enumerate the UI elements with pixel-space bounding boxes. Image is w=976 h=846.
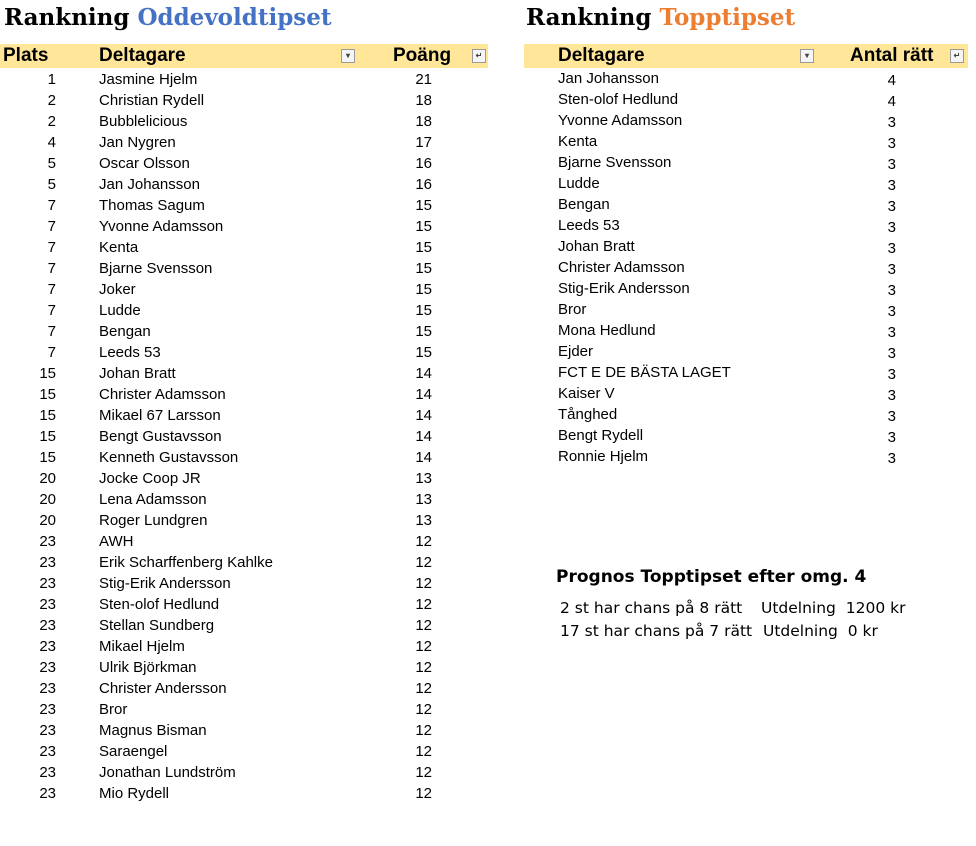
- place-cell: 23: [39, 722, 56, 739]
- sort-descending-icon[interactable]: ↵: [472, 49, 486, 63]
- name-cell: Kenta: [558, 133, 598, 150]
- points-cell: 15: [415, 302, 432, 319]
- name-cell: Bror: [558, 301, 587, 318]
- points-cell: 15: [415, 260, 432, 277]
- points-cell: 13: [415, 491, 432, 508]
- table-row: [0, 342, 488, 363]
- place-cell: 23: [39, 617, 56, 634]
- name-cell: Jocke Coop JR: [99, 470, 201, 487]
- place-cell: 23: [39, 533, 56, 550]
- table-row: [0, 258, 488, 279]
- table-row: [0, 657, 488, 678]
- name-cell: Stellan Sundberg: [99, 617, 215, 634]
- table-row: [0, 426, 488, 447]
- table-row: [524, 320, 968, 341]
- place-cell: 15: [39, 449, 56, 466]
- name-cell: Ejder: [558, 343, 594, 360]
- place-cell: 15: [39, 386, 56, 403]
- name-cell: Jasmine Hjelm: [99, 71, 198, 88]
- place-cell: 23: [39, 554, 56, 571]
- name-cell: Christer Adamsson: [99, 386, 226, 403]
- points-cell: 12: [415, 554, 432, 571]
- table-row: [0, 195, 488, 216]
- table-row: [524, 194, 968, 215]
- place-cell: 5: [47, 176, 56, 193]
- points-cell: 16: [415, 155, 432, 172]
- points-cell: 12: [415, 533, 432, 550]
- table-row: [524, 131, 968, 152]
- name-cell: Roger Lundgren: [99, 512, 208, 529]
- name-cell: Christian Rydell: [99, 92, 205, 109]
- table-row: [0, 279, 488, 300]
- points-cell: 12: [415, 785, 432, 802]
- table-row: [524, 236, 968, 257]
- correct-cell: 3: [887, 156, 896, 173]
- correct-cell: 3: [887, 324, 896, 341]
- name-cell: Sten-olof Hedlund: [99, 596, 220, 613]
- name-cell: Mio Rydell: [99, 785, 170, 802]
- points-cell: 13: [415, 512, 432, 529]
- name-cell: Bjarne Svensson: [558, 154, 672, 171]
- table-row: [0, 90, 488, 111]
- left-title-accent: Oddevoldtipset: [137, 4, 332, 31]
- table-row: [524, 215, 968, 236]
- place-cell: 1: [47, 71, 56, 88]
- table-row: [0, 594, 488, 615]
- place-cell: 15: [39, 365, 56, 382]
- name-cell: Oscar Olsson: [99, 155, 190, 172]
- correct-cell: 4: [887, 93, 896, 110]
- table-row: [524, 110, 968, 131]
- place-cell: 2: [47, 113, 56, 130]
- table-row: [524, 68, 968, 89]
- points-cell: 13: [415, 470, 432, 487]
- name-cell: Bengan: [558, 196, 610, 213]
- prognos-text: 2 st har chans på 8 rätt: [560, 599, 743, 617]
- correct-cell: 3: [887, 240, 896, 257]
- name-cell: Thomas Sagum: [99, 197, 205, 214]
- table-row: [0, 69, 488, 90]
- table-row: [0, 174, 488, 195]
- right-title-prefix: Rankning: [526, 4, 652, 31]
- prognos-line: [560, 622, 752, 640]
- place-cell: 20: [39, 470, 56, 487]
- points-cell: 15: [415, 323, 432, 340]
- points-cell: 21: [415, 71, 432, 88]
- left-title: [4, 4, 332, 31]
- name-cell: Yvonne Adamsson: [558, 112, 683, 129]
- table-row: [0, 489, 488, 510]
- name-cell: Bror: [99, 701, 128, 718]
- points-cell: 12: [415, 596, 432, 613]
- table-row: [0, 300, 488, 321]
- name-cell: Bjarne Svensson: [99, 260, 213, 277]
- right-title-accent: Topptipset: [659, 4, 796, 31]
- table-row: [0, 447, 488, 468]
- prognos-amount: 0 kr: [847, 622, 878, 640]
- place-cell: 20: [39, 512, 56, 529]
- points-cell: 15: [415, 344, 432, 361]
- correct-cell: 3: [887, 177, 896, 194]
- points-cell: 12: [415, 722, 432, 739]
- table-row: [0, 153, 488, 174]
- points-cell: 12: [415, 743, 432, 760]
- filter-dropdown-icon[interactable]: ▾: [341, 49, 355, 63]
- table-row: [0, 468, 488, 489]
- correct-cell: 3: [887, 261, 896, 278]
- name-cell: Mona Hedlund: [558, 322, 656, 339]
- name-cell: Tånghed: [558, 406, 618, 423]
- name-cell: Ronnie Hjelm: [558, 448, 649, 465]
- header-name: Deltagare: [558, 45, 645, 66]
- place-cell: 4: [47, 134, 56, 151]
- points-cell: 12: [415, 680, 432, 697]
- name-cell: Magnus Bisman: [99, 722, 207, 739]
- name-cell: Kenta: [99, 239, 139, 256]
- table-row: [524, 299, 968, 320]
- table-row: [0, 741, 488, 762]
- table-row: [0, 510, 488, 531]
- prognos-text: 17 st har chans på 7 rätt: [560, 622, 753, 640]
- place-cell: 7: [47, 302, 56, 319]
- prognos-label: [763, 622, 878, 640]
- points-cell: 18: [415, 113, 432, 130]
- table-row: [0, 384, 488, 405]
- table-row: [0, 720, 488, 741]
- name-cell: Kenneth Gustavsson: [99, 449, 239, 466]
- correct-cell: 3: [887, 114, 896, 131]
- correct-cell: 3: [887, 408, 896, 425]
- prognos-amount: 1200 kr: [845, 599, 906, 617]
- points-cell: 12: [415, 575, 432, 592]
- table-row: [0, 783, 488, 804]
- sort-descending-icon[interactable]: ↵: [950, 49, 964, 63]
- place-cell: 23: [39, 575, 56, 592]
- place-cell: 7: [47, 218, 56, 235]
- place-cell: 5: [47, 155, 56, 172]
- name-cell: Christer Adamsson: [558, 259, 685, 276]
- points-cell: 12: [415, 701, 432, 718]
- table-row: [0, 636, 488, 657]
- prognos-label-text: Utdelning: [763, 622, 838, 640]
- points-cell: 18: [415, 92, 432, 109]
- name-cell: Mikael 67 Larsson: [99, 407, 221, 424]
- correct-cell: 3: [887, 429, 896, 446]
- table-row: [0, 321, 488, 342]
- table-row: [524, 425, 968, 446]
- points-cell: 14: [415, 407, 432, 424]
- points-cell: 16: [415, 176, 432, 193]
- table-row: [0, 699, 488, 720]
- table-row: [0, 405, 488, 426]
- right-table-header: [524, 44, 968, 68]
- name-cell: Erik Scharffenberg Kahlke: [99, 554, 273, 571]
- table-row: [0, 111, 488, 132]
- header-correct: Antal rätt: [850, 45, 934, 66]
- table-row: [0, 615, 488, 636]
- correct-cell: 3: [887, 303, 896, 320]
- place-cell: 23: [39, 680, 56, 697]
- place-cell: 7: [47, 323, 56, 340]
- table-row: [0, 237, 488, 258]
- points-cell: 12: [415, 764, 432, 781]
- points-cell: 12: [415, 638, 432, 655]
- name-cell: Bengt Gustavsson: [99, 428, 222, 445]
- table-row: [0, 531, 488, 552]
- place-cell: 15: [39, 407, 56, 424]
- place-cell: 7: [47, 197, 56, 214]
- name-cell: Christer Andersson: [99, 680, 227, 697]
- place-cell: 23: [39, 701, 56, 718]
- points-cell: 12: [415, 659, 432, 676]
- points-cell: 15: [415, 239, 432, 256]
- name-cell: AWH: [99, 533, 134, 550]
- prognos-label: [761, 599, 906, 617]
- name-cell: Mikael Hjelm: [99, 638, 185, 655]
- correct-cell: 3: [887, 450, 896, 467]
- place-cell: 15: [39, 428, 56, 445]
- name-cell: Bubblelicious: [99, 113, 188, 130]
- name-cell: Jan Johansson: [99, 176, 200, 193]
- correct-cell: 3: [887, 366, 896, 383]
- points-cell: 15: [415, 281, 432, 298]
- table-row: [524, 404, 968, 425]
- points-cell: 14: [415, 365, 432, 382]
- correct-cell: 3: [887, 345, 896, 362]
- name-cell: Johan Bratt: [558, 238, 635, 255]
- header-name: Deltagare: [99, 45, 186, 66]
- table-row: [524, 278, 968, 299]
- correct-cell: 3: [887, 219, 896, 236]
- prognos-title: Prognos Topptipset efter omg. 4: [556, 567, 867, 587]
- name-cell: Yvonne Adamsson: [99, 218, 224, 235]
- table-row: [0, 762, 488, 783]
- correct-cell: 4: [887, 72, 896, 89]
- name-cell: Ludde: [558, 175, 600, 192]
- name-cell: Ulrik Björkman: [99, 659, 197, 676]
- points-cell: 15: [415, 197, 432, 214]
- table-row: [524, 383, 968, 404]
- header-place: Plats: [3, 45, 49, 66]
- table-row: [524, 341, 968, 362]
- place-cell: 23: [39, 764, 56, 781]
- place-cell: 7: [47, 344, 56, 361]
- place-cell: 23: [39, 743, 56, 760]
- name-cell: Bengan: [99, 323, 151, 340]
- name-cell: Johan Bratt: [99, 365, 176, 382]
- points-cell: 14: [415, 449, 432, 466]
- place-cell: 23: [39, 785, 56, 802]
- place-cell: 20: [39, 491, 56, 508]
- table-row: [0, 678, 488, 699]
- table-row: [0, 132, 488, 153]
- correct-cell: 3: [887, 198, 896, 215]
- left-table-header: [0, 44, 488, 68]
- points-cell: 15: [415, 218, 432, 235]
- place-cell: 7: [47, 260, 56, 277]
- place-cell: 23: [39, 638, 56, 655]
- correct-cell: 3: [887, 135, 896, 152]
- header-points: Poäng: [393, 45, 452, 66]
- name-cell: FCT E DE BÄSTA LAGET: [558, 364, 731, 381]
- left-title-prefix: Rankning: [4, 4, 130, 31]
- name-cell: Bengt Rydell: [558, 427, 644, 444]
- table-row: [524, 446, 968, 467]
- name-cell: Lena Adamsson: [99, 491, 207, 508]
- points-cell: 14: [415, 428, 432, 445]
- name-cell: Jan Johansson: [558, 70, 659, 87]
- name-cell: Jan Nygren: [99, 134, 176, 151]
- points-cell: 12: [415, 617, 432, 634]
- filter-dropdown-icon[interactable]: ▾: [800, 49, 814, 63]
- table-row: [0, 216, 488, 237]
- points-cell: 14: [415, 386, 432, 403]
- name-cell: Sten-olof Hedlund: [558, 91, 679, 108]
- place-cell: 2: [47, 92, 56, 109]
- name-cell: Jonathan Lundström: [99, 764, 236, 781]
- place-cell: 7: [47, 239, 56, 256]
- name-cell: Leeds 53: [558, 217, 620, 234]
- right-title: [526, 4, 795, 31]
- name-cell: Joker: [99, 281, 136, 298]
- prognos-line: [560, 599, 742, 617]
- name-cell: Stig-Erik Andersson: [99, 575, 231, 592]
- prognos-label-text: Utdelning: [761, 599, 836, 617]
- place-cell: 23: [39, 596, 56, 613]
- table-row: [524, 89, 968, 110]
- table-row: [0, 363, 488, 384]
- name-cell: Ludde: [99, 302, 141, 319]
- table-row: [0, 552, 488, 573]
- place-cell: 7: [47, 281, 56, 298]
- table-row: [0, 573, 488, 594]
- table-row: [524, 152, 968, 173]
- correct-cell: 3: [887, 282, 896, 299]
- table-row: [524, 362, 968, 383]
- place-cell: 23: [39, 659, 56, 676]
- points-cell: 17: [415, 134, 432, 151]
- correct-cell: 3: [887, 387, 896, 404]
- name-cell: Saraengel: [99, 743, 168, 760]
- name-cell: Stig-Erik Andersson: [558, 280, 690, 297]
- table-row: [524, 173, 968, 194]
- name-cell: Kaiser V: [558, 385, 615, 402]
- table-row: [524, 257, 968, 278]
- name-cell: Leeds 53: [99, 344, 161, 361]
